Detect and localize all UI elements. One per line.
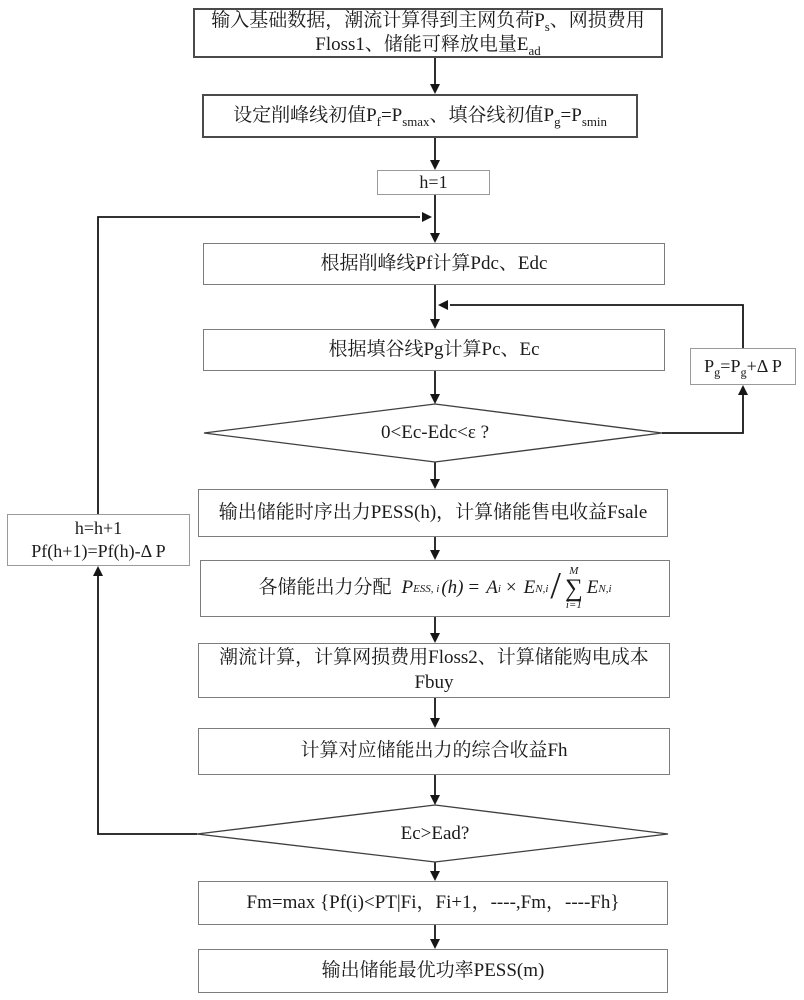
pg-update-line (704, 355, 782, 378)
set-initial-line (233, 104, 607, 128)
node-pg-update (690, 348, 796, 385)
h-init-label: h=1 (419, 171, 448, 192)
output-optimal-label: 输出储能最优功率PESS(m) (321, 959, 545, 981)
formula-e2: E (586, 577, 599, 599)
set-initial-text-2: =P (380, 104, 403, 126)
input-line1-text: 输入基础数据，潮流计算得到主网负荷P (211, 9, 545, 31)
set-initial-text-4: =P (560, 104, 582, 126)
allocation-formula: 各储能出力分配 P ESS, i (h) = A i × E N,i / M ∑ i=1 E N,i (258, 564, 612, 612)
calc-peak-label: 根据削峰线Pf计算Pdc、Edc (320, 252, 548, 274)
node-fm-max (198, 881, 668, 925)
formula-sum-lower: i=1 (565, 599, 582, 612)
node-calc-valley-line (203, 329, 665, 371)
input-line2-text: Floss1、储能可释放电量E (315, 34, 529, 55)
formula-e1: E (523, 577, 536, 599)
pg-update-text-1: P (704, 355, 715, 376)
formula-equals: = (468, 577, 480, 599)
set-initial-text-1: 设定削峰线初值P (233, 104, 377, 126)
input-line1-tail: 、网损费用 (549, 9, 645, 31)
arrowhead-outputpess-allocation (430, 550, 440, 560)
arrowhead-iterate-return-loop (422, 212, 432, 222)
formula-p: P (401, 577, 414, 599)
formula-h: (h) (441, 577, 464, 599)
formula-sum-upper: M (569, 564, 579, 577)
pg-update-text-2: =P (720, 355, 741, 376)
output-pess-label: 输出储能时序出力PESS(h)，计算储能售电收益Fsale (218, 501, 648, 523)
arrowhead-decision1-pgupdate (738, 385, 748, 395)
input-line2 (315, 33, 540, 57)
connector-decision2-iterate (98, 576, 197, 834)
node-power-flow-calc (198, 643, 670, 698)
formula-times: × (505, 577, 517, 599)
iterate-line2: Pf(h+1)=Pf(h)-Δ P (31, 541, 166, 561)
input-line1 (211, 9, 645, 33)
input-line2-sub: ad (528, 42, 541, 58)
iterate-line1: h=h+1 (74, 517, 123, 538)
arrowhead-powerflow-benefit (430, 718, 440, 728)
arrowhead-fmmax-output (430, 939, 440, 949)
node-set-initial (202, 94, 638, 138)
formula-summation (565, 566, 583, 612)
set-initial-sub-3: g (554, 113, 561, 129)
arrowhead-pgupdate-return-loop (438, 300, 448, 310)
set-initial-sub-2: smax (402, 113, 430, 129)
input-line1-sub: s (544, 18, 550, 34)
formula-sum-symbol: ∑ (564, 574, 583, 602)
formula-a: A (486, 577, 498, 599)
decision1-text: 0<Ec-Edc<ε ? (381, 422, 489, 443)
arrowhead-benefit-decision2 (430, 795, 440, 805)
set-initial-text-3: 、填谷线初值P (429, 104, 555, 126)
allocation-label: 各储能出力分配 (258, 577, 392, 599)
arrowhead-calcvalley-decision1 (430, 394, 440, 404)
calc-valley-label: 根据填谷线Pg计算Pc、Ec (328, 338, 540, 360)
fm-max-label: Fm=max {Pf(i)<PT|Fi，Fi+1，----,Fm，----Fh} (246, 891, 620, 913)
pg-update-text-3: +Δ P (746, 355, 782, 376)
node-input-data (193, 8, 663, 58)
benefit-label: 计算对应储能出力的综合收益Fh (300, 740, 568, 762)
power-flow-line2: Fbuy (414, 671, 454, 693)
arrowhead-calcpeak-calcvalley (430, 319, 440, 329)
set-initial-sub-1: f (376, 113, 381, 129)
node-calc-peak-line (203, 243, 665, 285)
node-iterate-h (7, 514, 190, 566)
arrowhead-hinit-calcpeak (430, 233, 440, 243)
node-output-pess (198, 489, 668, 537)
decision2-text: Ec>Ead? (400, 823, 470, 844)
node-h-init (377, 170, 490, 195)
arrowhead-allocation-powerflow (430, 633, 440, 643)
decision2-label (335, 820, 535, 848)
arrowhead-setinit-hinit (430, 160, 440, 170)
pg-update-sub-1: g (714, 365, 721, 380)
power-flow-line1: 潮流计算，计算网损费用Floss2、计算储能购电成本 (219, 647, 649, 669)
pg-update-sub-2: g (740, 365, 747, 380)
set-initial-sub-4: smin (581, 113, 607, 129)
formula-divide-slash: / (550, 565, 561, 608)
connector-decision1-pgupdate (662, 395, 743, 433)
node-comprehensive-benefit (198, 728, 670, 775)
arrowhead-decision2-fmmax (430, 871, 440, 881)
arrowhead-input-setinit (430, 84, 440, 94)
arrowhead-decision2-iterate (93, 566, 103, 576)
node-allocation-formula (200, 560, 670, 617)
arrowhead-decision1-outputpess (430, 479, 440, 489)
node-output-optimal (198, 949, 668, 993)
decision1-label (285, 419, 585, 447)
